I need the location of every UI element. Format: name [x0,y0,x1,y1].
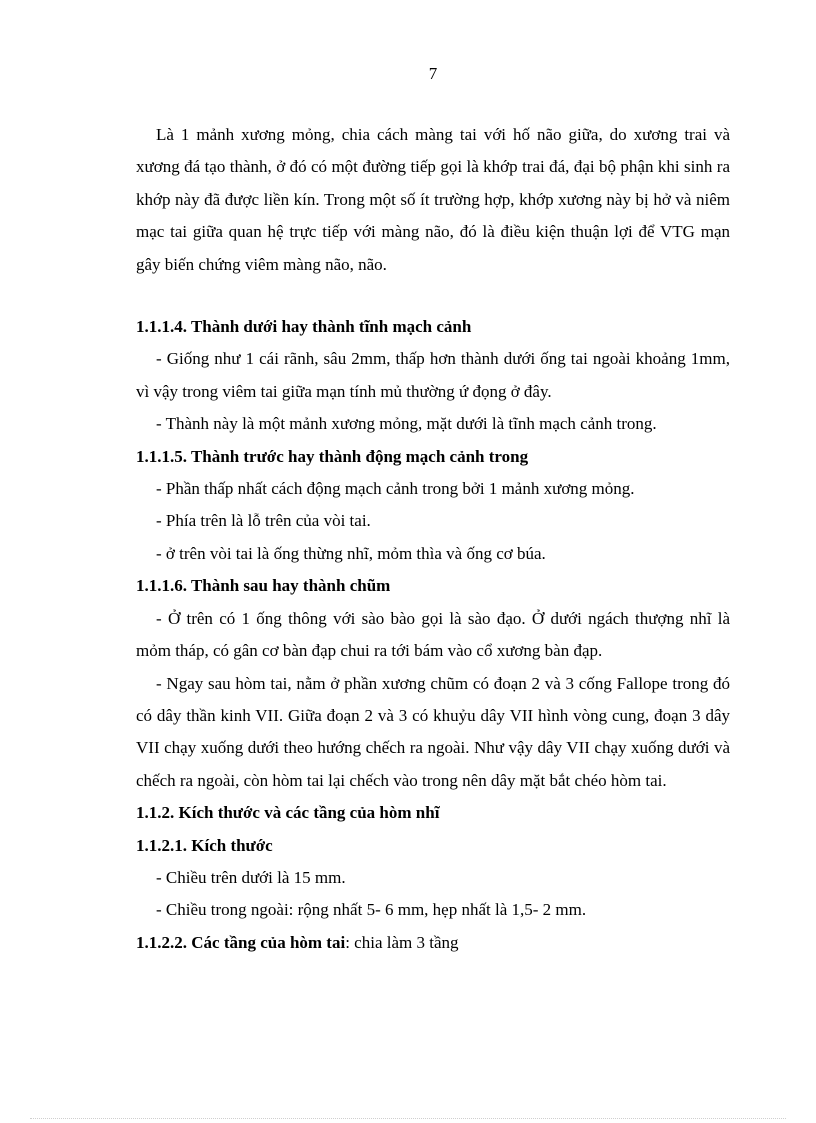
heading-1-1-1-5: 1.1.1.5. Thành trước hay thành động mạch cảnh trong [136,446,529,466]
page-number: 7 [428,64,438,83]
page-bottom-rule [30,1118,786,1119]
heading-1-1-2-2-suffix: : chia làm 3 tầng [345,932,459,952]
heading-1-1-2-2-line [136,927,730,959]
heading-1-1-1-4: 1.1.1.4. Thành dưới hay thành tĩnh mạch cảnh [136,317,472,337]
heading-1-1-2-1: 1.1.2.1. Kích thước [136,835,273,855]
paragraph-1-1-1-6-a: - Ở trên có 1 ống thông với sào bào gọi là sào đạo. Ở dưới ngách thượng nhĩ là mỏm tháp, có gân cơ bàn đạp chui ra tới bám vào cổ xương bàn đạp. [136,608,730,661]
paragraph-1-1-1-4-b: - Thành này là một mảnh xương mỏng, mặt dưới là tĩnh mạch cảnh trong. [156,414,657,434]
paragraph-1-1-1-5-b: - Phía trên là lỗ trên của vòi tai. [156,511,371,531]
paragraph-1-1-2-1-b: - Chiều trong ngoài: rộng nhất 5- 6 mm, hẹp nhất là 1,5- 2 mm. [156,900,587,920]
paragraph-1-1-1-5-a: - Phần thấp nhất cách động mạch cảnh trong bởi 1 mảnh xương mỏng. [156,479,635,499]
paragraph-1-1-2-1-a: - Chiều trên dưới là 15 mm. [156,867,346,887]
heading-1-1-2-2: 1.1.2.2. Các tầng của hòm tai [136,932,346,952]
intro-paragraph: Là 1 mảnh xương mỏng, chia cách màng tai với hố não giữa, do xương trai và xương đá tạo thành, ở đó có một đường tiếp gọi là khớp trai đá, đại bộ phận khi sinh ra khớp này đã được liền kín. Trong một số ít trường hợp, khớp xương này bị hở và niêm mạc tai giữa quan hệ trực tiếp với màng não, đó là điều kiện thuận lợi để VTG mạn gây biến chứng viêm màng não, não. [136,125,730,274]
heading-1-1-2: 1.1.2. Kích thước và các tầng của hòm nhĩ [136,803,440,823]
paragraph-1-1-1-5-c: - ở trên vòi tai là ống thừng nhĩ, mỏm thìa và ống cơ búa. [156,543,546,563]
paragraph-1-1-1-4-a: - Giống như 1 cái rãnh, sâu 2mm, thấp hơn thành dưới ống tai ngoài khoảng 1mm, vì vậy trong viêm tai giữa mạn tính mủ thường ứ đọng ở đây. [136,349,730,401]
paragraph-1-1-1-6-b: - Ngay sau hòm tai, nằm ở phần xương chũm có đoạn 2 và 3 cống Fallope trong đó có dây thần kinh VII. Giữa đoạn 2 và 3 có khuỷu dây VII hình vòng cung, đoạn 3 dây VII chạy xuống dưới theo hướng chếch ra ngoài. Như vậy dây VII chạy xuống dưới và chếch ra ngoài, còn hòm tai lại chếch vào trong nên dây mặt bắt chéo hòm tai. [136,673,730,790]
document-body [136,119,730,959]
heading-1-1-1-6: 1.1.1.6. Thành sau hay thành chũm [136,576,391,596]
section-gap [136,281,730,311]
